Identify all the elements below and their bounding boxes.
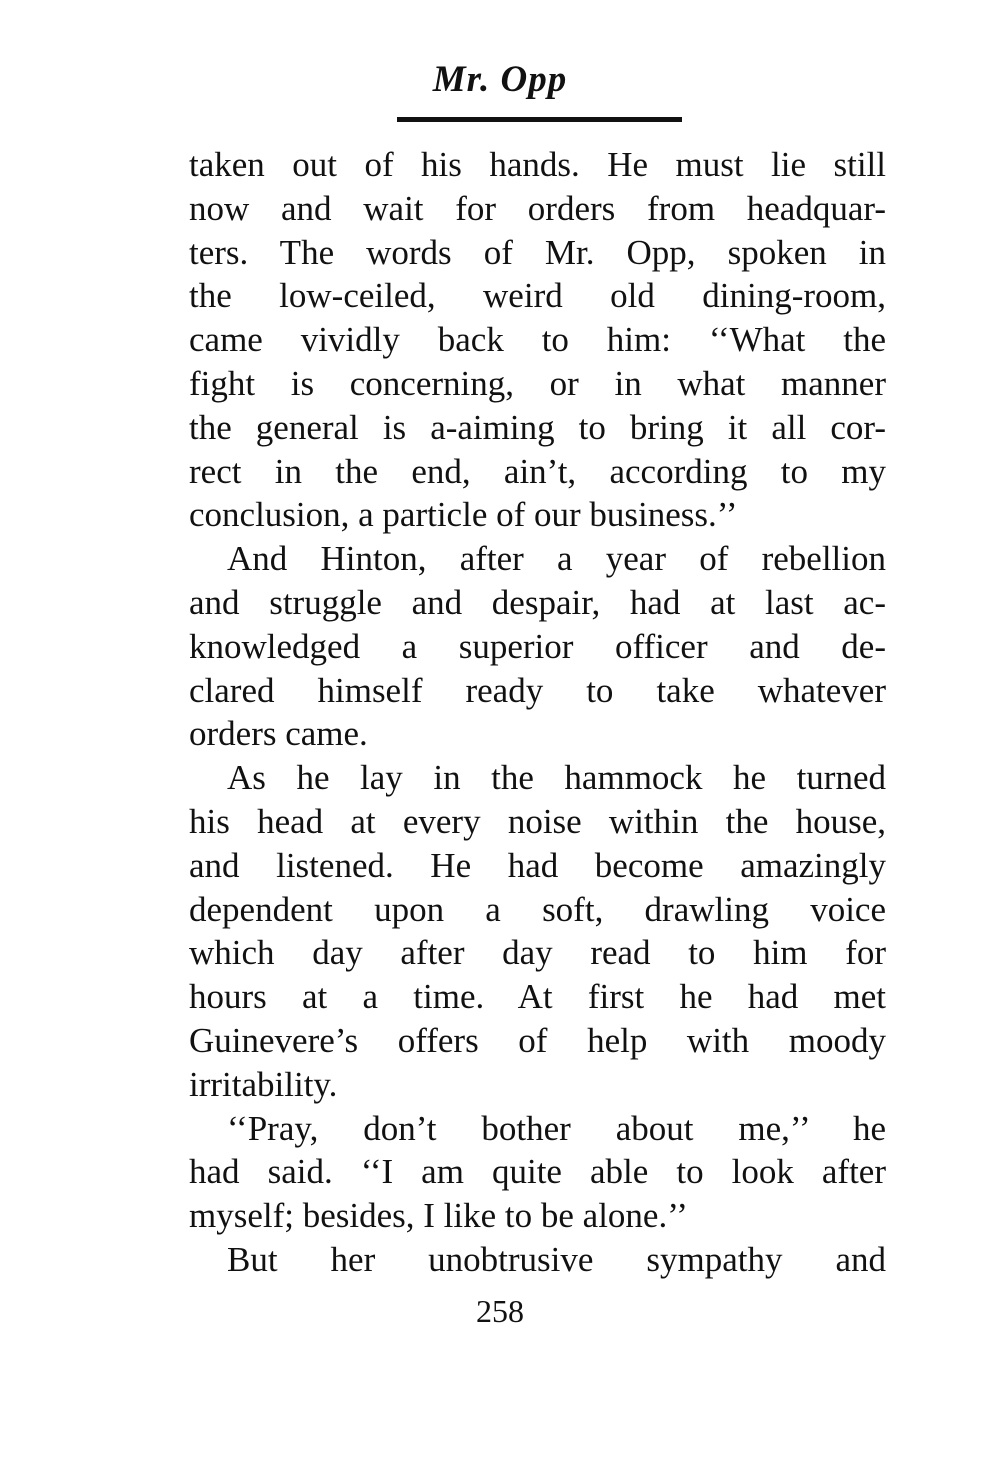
text-line: conclusion, a particle of our business.’’: [189, 495, 738, 535]
text-line: dependent upon a soft, drawling voice: [189, 889, 886, 929]
text-line: orders came.: [189, 714, 368, 754]
text-line: his head at every noise within the house,: [189, 801, 886, 841]
text-line: fight is concerning, or in what manner: [189, 363, 886, 403]
text-line: and listened. He had become amazingly: [189, 845, 886, 885]
body-text: [189, 143, 886, 1282]
text-line: ‘‘Pray, don’t bother about me,’’ he: [227, 1108, 886, 1148]
page-number: 258: [476, 1293, 524, 1329]
text-line: myself; besides, I like to be alone.’’: [189, 1196, 688, 1236]
text-line: Guinevere’s offers of help with moody: [189, 1020, 886, 1060]
text-line: hours at a time. At first he had met: [189, 977, 886, 1017]
text-line: clared himself ready to take whatever: [189, 670, 886, 710]
text-line: had said. ‘‘I am quite able to look after: [189, 1152, 886, 1192]
text-line: As he lay in the hammock he turned: [227, 758, 886, 798]
text-line: But her unobtrusive sympathy and: [227, 1239, 886, 1279]
text-line: ters. The words of Mr. Opp, spoken in: [189, 232, 886, 272]
text-line: the low-ceiled, weird old dining-room,: [189, 276, 886, 316]
text-line: irritability.: [189, 1064, 338, 1104]
text-line: the general is a-aiming to bring it all cor-: [189, 407, 886, 447]
text-line: taken out of his hands. He must lie still: [189, 145, 886, 184]
text-line: And Hinton, after a year of rebellion: [227, 539, 886, 579]
text-line: which day after day read to him for: [189, 933, 886, 973]
running-head: Mr. Opp: [432, 59, 568, 100]
text-line: and struggle and despair, had at last ac-: [189, 582, 886, 622]
header-rule: [397, 117, 682, 122]
text-line: rect in the end, ain’t, according to my: [189, 451, 886, 491]
text-line: now and wait for orders from headquar-: [189, 188, 886, 228]
text-line: knowledged a superior officer and de-: [189, 626, 886, 666]
text-line: came vividly back to him: ‘‘What the: [189, 320, 886, 360]
